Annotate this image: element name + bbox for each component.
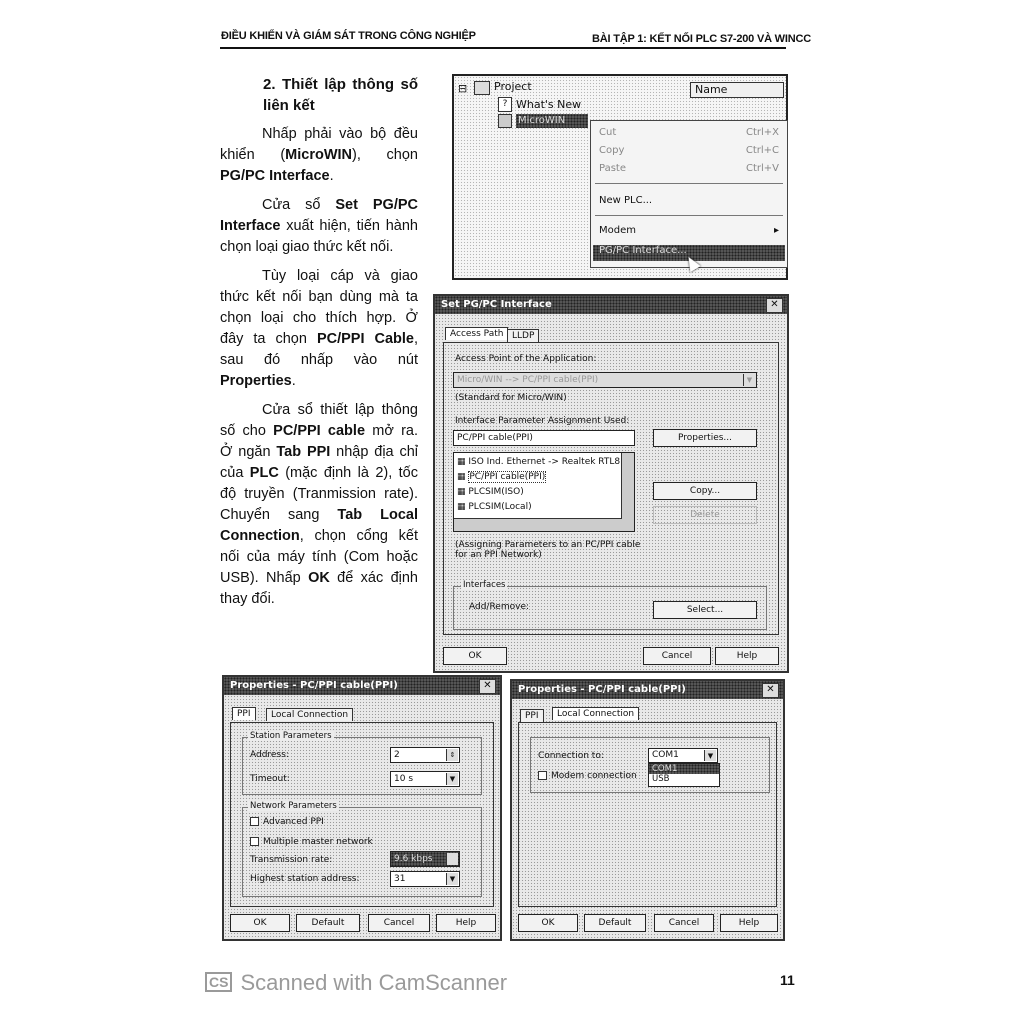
interface-list[interactable]	[453, 452, 635, 532]
dialog-title: Set PG/PC Interface	[435, 296, 787, 314]
paragraph-2: Cửa sổ Set PG/PC Interface xuất hiện, tiến hành chọn loại giao thức kết nối.	[220, 197, 418, 255]
advanced-ppi-checkbox[interactable]: Advanced PPI	[250, 817, 324, 827]
vertical-scrollbar[interactable]	[621, 453, 634, 519]
menu-item-copy[interactable]: Copy Ctrl+C	[599, 145, 779, 156]
connection-label: Connection to:	[538, 751, 604, 761]
dialog-title: Properties - PC/PPI cable(PPI)	[512, 681, 783, 699]
tab-ppi[interactable]: PPI	[232, 707, 256, 720]
figure-context-menu	[452, 74, 788, 280]
default-button[interactable]: Default	[584, 914, 646, 932]
chevron-down-icon: ▼	[446, 853, 458, 865]
tab-local-connection[interactable]: Local Connection	[266, 708, 353, 721]
header-right: BÀI TẬP 1: KẾT NỐI PLC S7-200 VÀ WINCC	[592, 33, 811, 45]
param-field[interactable]: PC/PPI cable(PPI)	[453, 430, 635, 446]
menu-item-modem[interactable]: Modem ▸	[599, 225, 779, 236]
address-stepper[interactable]: 2 ⇕	[390, 747, 460, 763]
station-group-label: Station Parameters	[250, 731, 332, 741]
highest-label: Highest station address:	[250, 874, 360, 884]
tab-access-path[interactable]: Access Path	[445, 327, 508, 340]
highest-select[interactable]: 31 ▼	[390, 871, 460, 887]
dialog-set-pgpc-interface	[433, 294, 789, 673]
tab-lldp[interactable]: LLDP	[507, 329, 539, 342]
access-point-label: Access Point of the Application:	[455, 354, 597, 364]
dialog-properties-local	[510, 679, 785, 941]
project-icon	[474, 81, 490, 95]
chevron-down-icon: ▼	[704, 750, 716, 761]
modem-checkbox[interactable]: Modem connection	[538, 771, 637, 781]
submenu-arrow-icon: ▸	[773, 225, 779, 236]
menu-item-paste[interactable]: Paste Ctrl+V	[599, 163, 779, 174]
ok-button[interactable]: OK	[230, 914, 290, 932]
list-item[interactable]: ▦ PLCSIM(ISO)	[457, 487, 524, 497]
menu-separator	[595, 183, 783, 184]
close-icon[interactable]: ✕	[479, 679, 496, 694]
help-button[interactable]: Help	[715, 647, 779, 665]
close-icon[interactable]: ✕	[762, 683, 779, 698]
dialog-title: Properties - PC/PPI cable(PPI)	[224, 677, 500, 695]
connection-select[interactable]: COM1 ▼	[648, 748, 718, 763]
chevron-down-icon: ▼	[446, 773, 458, 785]
close-icon[interactable]: ✕	[766, 298, 783, 313]
tree-whats-new[interactable]: What's New	[516, 98, 582, 111]
access-point-select[interactable]: Micro/WIN --> PC/PPI cable(PPI) ▼	[453, 372, 757, 388]
select-button[interactable]: Select...	[653, 601, 757, 619]
param-note: (Assigning Parameters to an PC/PPI cable for an PPI Network)	[455, 540, 641, 560]
dropdown-option[interactable]: COM1	[649, 764, 719, 774]
help-button[interactable]: Help	[720, 914, 778, 932]
paragraph-4: Cửa sổ thiết lập thông số cho PC/PPI cable mở ra. Ở ngăn Tab PPI nhập địa chỉ của PLC (mặc định là 2), tốc độ truyền (Tranmission rate). Chuyển sang Tab Local Connection, chọn cổng kết nối của máy tính (Com hoặc USB). Nhấp OK để xác định thay đổi.	[220, 402, 418, 607]
multi-master-checkbox[interactable]: Multiple master network	[250, 837, 373, 847]
param-label: Interface Parameter Assignment Used:	[455, 416, 630, 426]
interfaces-group-label: Interfaces	[463, 580, 506, 590]
menu-item-new-plc[interactable]: New PLC...	[599, 195, 653, 206]
scanner-watermark: CS Scanned with CamScanner	[205, 970, 507, 996]
chevron-down-icon: ▼	[743, 374, 755, 386]
cancel-button[interactable]: Cancel	[368, 914, 430, 932]
network-group-label: Network Parameters	[250, 801, 337, 811]
default-button[interactable]: Default	[296, 914, 360, 932]
section-heading: 2. Thiết lập thông số liên kết	[263, 76, 418, 114]
tab-ppi[interactable]: PPI	[520, 709, 544, 722]
dialog-properties-ppi	[222, 675, 502, 941]
connection-dropdown	[648, 763, 720, 787]
address-label: Address:	[250, 750, 289, 760]
copy-button[interactable]: Copy...	[653, 482, 757, 500]
stepper-arrows-icon[interactable]: ⇕	[446, 749, 458, 761]
ok-button[interactable]: OK	[518, 914, 578, 932]
menu-item-pgpc-interface[interactable]: PG/PC Interface...	[593, 245, 785, 261]
timeout-label: Timeout:	[250, 774, 290, 784]
header-left: ĐIỀU KHIỂN VÀ GIÁM SÁT TRONG CÔNG NGHIỆP	[221, 30, 476, 42]
menu-separator	[595, 215, 783, 216]
help-button[interactable]: Help	[436, 914, 496, 932]
timeout-select[interactable]: 10 s ▼	[390, 771, 460, 787]
cancel-button[interactable]: Cancel	[654, 914, 714, 932]
list-item[interactable]: ▦ PC/PPI cable(PPI)	[457, 472, 546, 482]
tab-local-connection[interactable]: Local Connection	[552, 707, 639, 720]
list-item[interactable]: ▦ ISO Ind. Ethernet -> Realtek RTL8	[457, 457, 621, 467]
body-text	[220, 74, 418, 618]
add-remove-label: Add/Remove:	[469, 602, 530, 612]
plc-icon	[498, 114, 512, 128]
header-rule	[220, 47, 786, 49]
context-menu	[590, 120, 788, 268]
delete-button[interactable]: Delete	[653, 506, 757, 524]
tree-project[interactable]: Project	[494, 80, 532, 93]
dropdown-option[interactable]: USB	[652, 774, 670, 784]
list-item[interactable]: ▦ PLCSIM(Local)	[457, 502, 532, 512]
horizontal-scrollbar[interactable]	[454, 518, 634, 531]
page-number: 11	[780, 972, 795, 988]
tree-expander-icon[interactable]: ⊟	[458, 82, 468, 95]
camscanner-logo-icon: CS	[205, 972, 232, 992]
tree-selected-item[interactable]: MicroWIN	[516, 114, 588, 128]
access-point-note: (Standard for Micro/WIN)	[455, 393, 567, 403]
help-icon: ?	[498, 97, 512, 112]
properties-button[interactable]: Properties...	[653, 429, 757, 447]
chevron-down-icon: ▼	[446, 873, 458, 885]
rate-label: Transmission rate:	[250, 855, 333, 865]
cancel-button[interactable]: Cancel	[643, 647, 711, 665]
name-column-header[interactable]: Name	[690, 82, 784, 98]
paragraph-1: Nhấp phải vào bộ đều khiển (MicroWIN), chọn PG/PC Interface.	[220, 126, 418, 184]
menu-item-cut[interactable]: Cut Ctrl+X	[599, 127, 779, 138]
rate-select[interactable]: 9.6 kbps ▼	[390, 851, 460, 867]
ok-button[interactable]: OK	[443, 647, 507, 665]
paragraph-3: Tùy loại cáp và giao thức kết nối bạn dùng mà ta chọn loại cho thích hợp. Ở đây ta chọn PC/PPI Cable, sau đó nhấp vào nút Properties.	[220, 268, 419, 389]
